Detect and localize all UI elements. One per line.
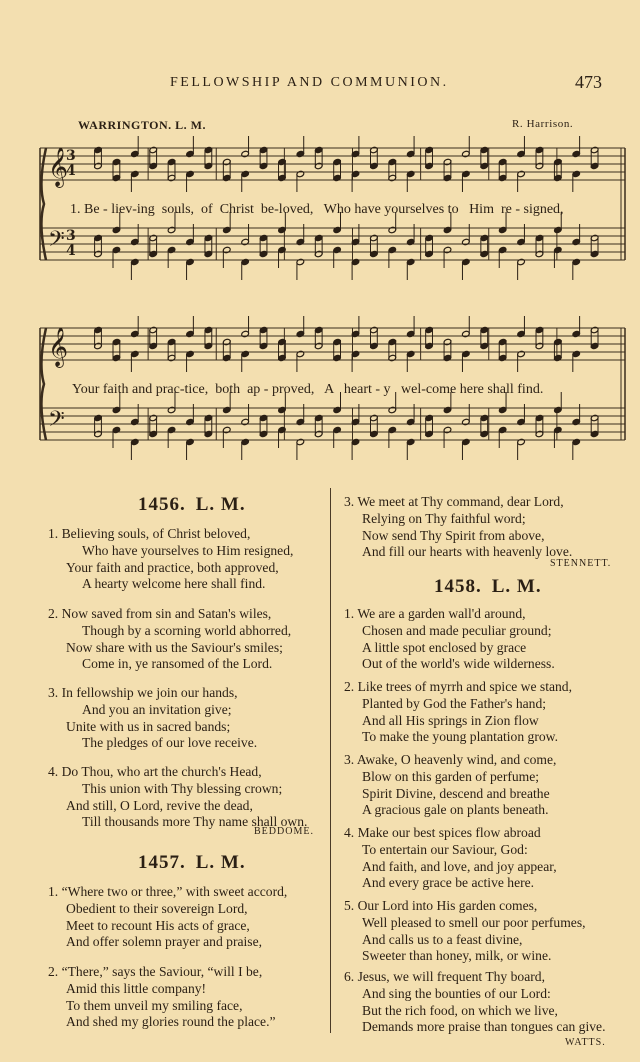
stanza-line: 6. Jesus, we will frequent Thy board, [344,969,545,984]
stanza-line: Till thousands more Thy name shall own. [82,814,308,830]
hymn-number: 1458. [434,576,482,597]
stanza-line: Come in, ye ransomed of the Lord. [82,656,273,672]
stanza-line: 2. “There,” says the Saviour, “will I be, [48,964,263,979]
stanza-line: Well pleased to smell our poor perfumes, [362,914,586,930]
time-signature: 3 [66,148,76,164]
stanza-line: 2. Like trees of myrrh and spice we stand, [344,679,573,694]
stanza-line: 1. “Where two or three,” with sweet accord, [48,884,288,899]
stanza-line: This union with Thy blessing crown; [82,780,283,796]
hymn-meter: L. M. [195,852,246,873]
hymn-heading [138,852,246,874]
stanza-line: And faith, and love, and joy appear, [362,858,557,874]
stanza-line: Your faith and practice, both approved, [66,559,279,575]
stanza-line: Relying on Thy faithful word; [362,510,526,526]
stanza-line: 4. Make our best spices flow abroad [344,825,541,840]
stanza-line: A little spot enclosed by grace [362,639,527,655]
stanza [48,764,307,831]
hymn-author: WATTS. [565,1037,606,1048]
staff-brace [41,328,46,440]
stanza-line: Chosen and made peculiar ground; [362,622,552,638]
bass-clef-icon: 𝄢 [48,227,65,257]
stanza-line: And still, O Lord, revive the dead, [66,797,253,813]
stanza-line: 5. Our Lord into His garden comes, [344,898,538,913]
stanza-line: A hearty welcome here shall find. [82,576,266,592]
stanza-line: 4. Do Thou, who art the church's Head, [48,764,262,779]
hymn-meter: L. M. [491,576,542,597]
stanza-line: Blow on this garden of perfume; [362,768,540,784]
stanza [344,969,605,1036]
stanza-line: Though by a scorning world abhorred, [82,622,292,638]
stanza-line: And every grace be active here. [362,875,535,891]
hymn-author: BEDDOME. [254,826,314,837]
stanza-line: Now share with us the Saviour's smiles; [66,639,283,655]
stanza-line: Unite with us in sacred bands; [66,718,231,734]
stanza-line: 2. Now saved from sin and Satan's wiles, [48,606,272,621]
stanza [48,685,257,752]
stanza-line: Obedient to their sovereign Lord, [66,900,248,916]
stanza-line: Now send Thy Spirit from above, [362,527,545,543]
stanza-line: Out of the world's wide wilderness. [362,656,555,672]
stanza-line: A gracious gale on plants beneath. [362,802,549,818]
stanza [48,964,276,1031]
stanza-line: The pledges of our love receive. [82,735,258,751]
hymn-number: 1456. [138,494,186,515]
treble-clef-icon: 𝄞 [48,147,69,187]
stanza-line: Spirit Divine, descend and breathe [362,785,550,801]
stanza [344,679,572,746]
tune-lyric-line-2: Your faith and prac-tice, both ap - proved, A heart - y wel-come here shall find. [72,382,544,397]
hymn-number: 1457. [138,852,186,873]
stanza-line: 3. In fellowship we join our hands, [48,685,238,700]
time-signature: 4 [66,163,76,179]
stanza [48,884,287,951]
music-score [0,0,640,480]
stanza-line: And fill our hearts with heavenly love. [362,544,573,560]
stanza-line: And calls us to a feast divine, [362,931,523,947]
stanza-line: To make the young plantation grow. [362,729,558,745]
stanza [344,606,555,673]
stanza-line: Who have yourselves to Him resigned, [82,542,294,558]
stanza-line: 3. We meet at Thy command, dear Lord, [344,494,564,509]
treble-clef-icon: 𝄞 [48,327,69,367]
stanza-line: 1. We are a garden wall'd around, [344,606,526,621]
staff-brace [41,148,46,260]
stanza-line: Planted by God the Father's hand; [362,695,547,711]
stanza-line: And sing the bounties of our Lord: [362,985,551,1001]
stanza-line: Sweeter than honey, milk, or wine. [362,948,552,964]
stanza [344,898,586,965]
hymn-meter: L. M. [195,494,246,515]
stanza-line: To entertain our Saviour, God: [362,841,528,857]
tune-name: WARRINGTON. L. M. [78,118,206,132]
stanza [344,752,556,819]
stanza [344,825,557,892]
stanza-line: And shed my glories round the place.” [66,1014,276,1030]
stanza-line: And you an invitation give; [82,701,232,717]
time-signature: 3 [66,228,76,244]
column-divider [330,488,331,1033]
hymn-author: STENNETT. [550,558,612,569]
stanza-line: 3. Awake, O heavenly wind, and come, [344,752,557,767]
bass-clef-icon: 𝄢 [48,407,65,437]
stanza-line: To them unveil my smiling face, [66,997,243,1013]
stanza-line: And all His springs in Zion flow [362,712,539,728]
stanza-line: 1. Believing souls, of Christ beloved, [48,526,251,541]
stanza [344,494,572,561]
stanza-line: But the rich food, on which we live, [362,1002,558,1018]
stanza-line: And offer solemn prayer and praise, [66,934,263,950]
stanza-line: Demands more praise than tongues can give. [362,1019,606,1035]
stanza-line: Meet to recount His acts of grace, [66,917,250,933]
hymn-heading [138,494,246,516]
composer: R. Harrison. [512,118,574,130]
tune-lyric-line-1: 1. Be - liev-ing souls, of Christ be-loved, Who have yourselves to Him re - signed, [70,202,564,217]
stanza [48,526,293,593]
stanza [48,606,291,673]
time-signature: 4 [66,243,76,259]
running-head: FELLOWSHIP AND COMMUNION. [170,75,449,90]
hymn-heading [434,576,542,598]
stanza-line: Amid this little company! [66,980,207,996]
page-number: 473 [575,72,602,92]
